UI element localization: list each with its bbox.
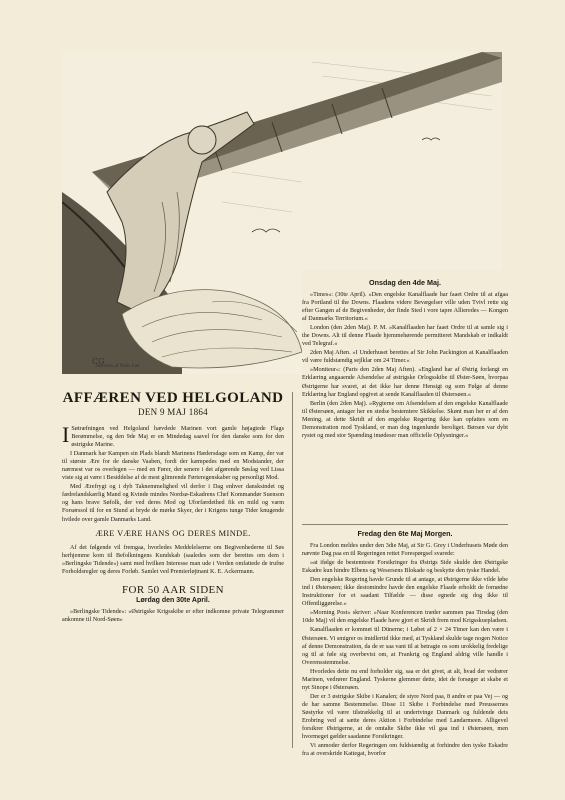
paragraph: Der er 3 østrigske Skibe i Kanalen; de styre Nord paa, 8 andre er paa Vej — og de har samme Bestemmelse. Disse 11 Skibe i Forbindelse med Preussernes Søstyrke vil være tilstrækkelig til at undertvinge Danmark og fuldende dets Erobring ved at sætte deres Aktion i Forbindelse med Landarmeen. Alligevel forsikrer Østrigerne, at de omtalte Skibe ikke vil gaa ind i Østersøen, men hvormeget gælder saadanne Forsikringer. — [302, 693, 508, 741]
paragraph: I Danmark har Kampen sin Plads blandt Marinens Hædersdage som en Kamp, der var til største Ære for de danske Vaaben, fordi der kæmpedes med en Modstander, der nærmest var os overlegen — med en Fører, der senere i det afgørende Søslag ved Lissa viste sig at være i Besiddelse af de mest glimrende Førteregenskaber og personligt Mod. — [62, 451, 284, 482]
paragraph: Vi anmoder derfor Regeringen om fuldstændig at forhindre den tyske Eskadre fra at overskride Kattegat, hvorfor — [302, 743, 508, 758]
paragraph: »Morning Post« skriver: »Naar Konferencen træder sammen paa Tirsdag (den 10de Maj) vil den engelske Flaade have gjort et Skridt frem mod Krigsskuepladsen. — [302, 610, 508, 625]
paragraph: Hvorledes dette nu end forholder sig, saa er det givet, at alt, hvad der vedrører Marinen, vedrører England. Tyskerne glemmer dette, idet de forsøger at skabe et nyt Sinope i Østersøen. — [302, 668, 508, 691]
paragraph: »Times«: (30te April). »Den engelske Kanalflaade har faaet Ordre til at afgaa fra Portland til the Downs. Flaadens videre Bevægelser ville uden Tvivl rette sig efter Gangen af de Begivenheder, der finde Sted i vore tapre Allieredes — Kongen af Danmarks Territorium.« — [302, 292, 508, 323]
article-date: DEN 9 MAJ 1864 — [138, 407, 208, 417]
paragraph: 2den Maj Aften. »I Underhuset berettes af Sir John Packington at Kanalflaaden vil være fuldstændig sejlklar om 24 Timer.« — [302, 350, 508, 365]
paragraph: Fra London meldes under den 3die Maj, at Sir G. Grey i Underhusets Møde den nævnte Dag paa en til Regeringen rettet Forespørgsel svarede: — [302, 543, 508, 558]
subsection-date: Lørdag den 30te April. — [136, 596, 210, 604]
section-title: Onsdag den 4de Maj. — [369, 278, 441, 287]
paragraph: Kanalflaaden er kommet til Dünerne; i Løbet af 2 × 24 Timer kan den være i Østersøen. Vi smigrer os imidlertid ikke med, at Tyskland skulde tage nogen Notice af denne Demonstration, da de er saa vant til at betragte os som urokkelig fredelige og til at føle sig overbevist om, at Frankrig og England aldrig ville handle i Overensstemmelse. — [302, 627, 508, 666]
memorial-line: ÆRE VÆRE HANS OG DERES MINDE. — [95, 528, 251, 538]
svg-text:CG: CG — [92, 357, 105, 366]
paragraph: »at ifølge de bestemteste Forsikringer fra Østrigs Side skulde den Østrigske Eskadre kun hindre Elbens og Wesersens Blokade og beskytte den tyske Handel. — [302, 560, 508, 575]
paragraph: »Moniteur«: (Paris den 2den Maj Aften). »England har af Østrig forlangt en Erklæring angaaende Afsendelse af østrigske Orlogsskibe til Øster-Søen, hvorpaa Østrigerne har svaret, at det ikke har denne Hensigt og som Følge af denne Erklæring har England opgivet at sende Kanalflaaden til Østersøen.« — [302, 367, 508, 398]
left-column — [62, 390, 284, 625]
section-title: Fredag den 6te Maj Morgen. — [357, 529, 453, 538]
paragraph: Med Ærefrygt og i dyb Taknemmelighed vil derfor i Dag enhver dansksindet og fædrelandskærlig Mand og Kvinde mindes Nordsø-Eskadrens Chef Kommandør Suenson og hans brave Søfolk, der ved deres Mod og Uforfærdethed fik en mild og varm Forsørssol til for en Stund at bryde de mørke Skyer, der i Krigens tunge Tider knugende hvilede over gamle Danmarks Land. — [62, 484, 284, 523]
paragraph: London (den 2den Maj). P. M. »Kanalflaaden har faaet Ordre til at samle sig i the Downs. Alt til denne Flaade hjemmehørende permitteret Mandskab er indkaldt ved Telegraf.« — [302, 325, 508, 348]
paragraph: Den engelske Regering havde Grunde til at antage, at Østrigerne ikke vilde løbe ind i Østersøen; ikke destomindre havde den engelske Flaade erholdt de fornødne Instruktioner for et saadant Tilfælde — disse egnede sig dog ikke til Offentliggørelse.« — [302, 577, 508, 608]
paragraph: Berlin (den 2den Maj). »Rygterne om Afsendelsen af den engelske Kanalflaade til Østersøen, antager her en stedse bestemtere Skikkelse. Skønt man her er af den Mening, at dette Skridt af den engelske Regering ikke kan opfattes som en Demonstration mod Tyskland, er man dog ingenlunde beroliget. Børsen var dybt rystet og med stor Spænding imødeser man officielle Oplysninger.« — [302, 400, 508, 439]
subsection-title: FOR 50 AAR SIDEN — [121, 583, 225, 596]
paragraph: Af det følgende vil fremgaa, hvorledes Meddelelserne om Begivenhederne til Søs herhjemme kom til Befolkningens Kundskab (saaledes som der berettes om dem i »Berlingske Tidende«) samt med hvilken Interesse man ude i Verden omfattede de trufne Forholdsregler og deres Forløb. Samlet ved Premierløjtnant K. E. Ackermann. — [62, 544, 284, 575]
right-column-top — [302, 270, 508, 441]
illustration-caption: Stævnen af Niels Juel — [96, 364, 140, 369]
intro-text: Søtræfningen ved Helgoland hævdede Marinen vort gamle højagtede Flags Berømmelse, og den 9de Maj er en Mindedag saavel for den danske som for den østrigske Marine. — [71, 426, 284, 449]
section-rule — [302, 524, 508, 525]
article-title: AFFÆREN VED HELGOLAND — [62, 390, 284, 406]
right-column-bottom — [302, 527, 508, 759]
drop-cap: I — [62, 422, 70, 447]
intro-paragraph — [62, 422, 284, 449]
paragraph: »Berlingske Tidende«: »Østrigske Krigsskibe er efter indkomne private Telegrammer ankomne til Nord-Søen« — [62, 608, 284, 623]
column-divider — [292, 392, 293, 748]
